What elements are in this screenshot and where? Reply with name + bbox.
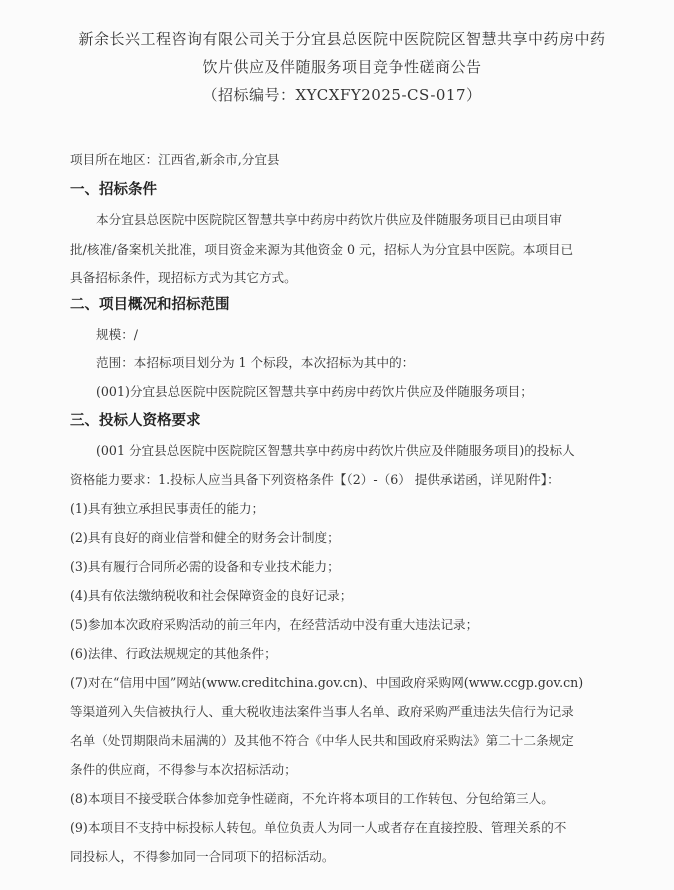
lot-text: (001)分宜县总医院中医院院区智慧共享中药房中药饮片供应及伴随服务项目；: [96, 384, 533, 399]
section-2-heading: 二、项目概况和招标范围: [70, 297, 230, 313]
requirement-item: (3)具有履行合同所必需的设备和专业技术能力；: [70, 559, 340, 574]
requirement-item: 等渠道列入失信被执行人、重大税收违法案件当事人名单、政府采购严重违法失信行为记录: [70, 704, 574, 719]
title-line-2: 饮片供应及伴随服务项目竞争性磋商公告: [202, 58, 482, 76]
requirement-item: (6)法律、行政法规规定的其他条件；: [70, 646, 277, 661]
requirement-item: (7)对在“信用中国”网站(www.creditchina.gov.cn)、中国政府采购网(www.ccgp.gov.cn): [70, 675, 584, 690]
requirement-item: 同投标人，不得参加同一合同项下的招标活动。: [70, 849, 335, 864]
scale-text: 规模：/: [96, 327, 139, 342]
section-1-heading: 一、招标条件: [70, 182, 157, 198]
requirement-item: (5)参加本次政府采购活动的前三年内，在经营活动中没有重大违法记录；: [70, 617, 479, 632]
section-1-text: 具备招标条件，现招标方式为其它方式。: [70, 270, 297, 285]
requirement-item: (1)具有独立承担民事责任的能力；: [70, 501, 265, 516]
section-3-heading: 三、投标人资格要求: [70, 413, 201, 429]
section-3-intro: 资格能力要求：1.投标人应当具备下列资格条件【（2）-（6） 提供承诺函，详见附件】：: [70, 472, 560, 487]
requirement-item: 名单（处罚期限尚未届满的）及其他不符合《中华人民共和国政府采购法》第二十二条规定: [70, 733, 574, 748]
title-line-3: （招标编号：XYCXFY2025-CS-017）: [202, 86, 482, 104]
section-3-intro: (001 分宜县总医院中医院院区智慧共享中药房中药饮片供应及伴随服务项目)的投标人: [96, 443, 575, 458]
requirement-item: 条件的供应商，不得参与本次招标活动；: [70, 762, 297, 777]
section-1-text: 本分宜县总医院中医院院区智慧共享中药房中药饮片供应及伴随服务项目已由项目审: [96, 212, 562, 227]
project-location: 项目所在地区：江西省,新余市,分宜县: [70, 152, 280, 167]
requirement-item: (2)具有良好的商业信誉和健全的财务会计制度；: [70, 530, 340, 545]
title-line-1: 新余长兴工程咨询有限公司关于分宜县总医院中医院院区智慧共享中药房中药: [78, 30, 606, 48]
section-1-text: 批/核准/备案机关批准，项目资金来源为其他资金 0 元，招标人为分宜县中医院。本项目已: [70, 242, 574, 257]
requirement-item: (4)具有依法缴纳税收和社会保障资金的良好记录；: [70, 588, 353, 603]
requirement-item: (8)本项目不接受联合体参加竞争性磋商，不允许将本项目的工作转包、分包给第三人。: [70, 791, 554, 806]
scope-text: 范围：本招标项目划分为 1 个标段，本次招标为其中的：: [96, 355, 415, 370]
requirement-item: (9)本项目不支持中标投标人转包。单位负责人为同一人或者存在直接控股、管理关系的不: [70, 820, 567, 835]
